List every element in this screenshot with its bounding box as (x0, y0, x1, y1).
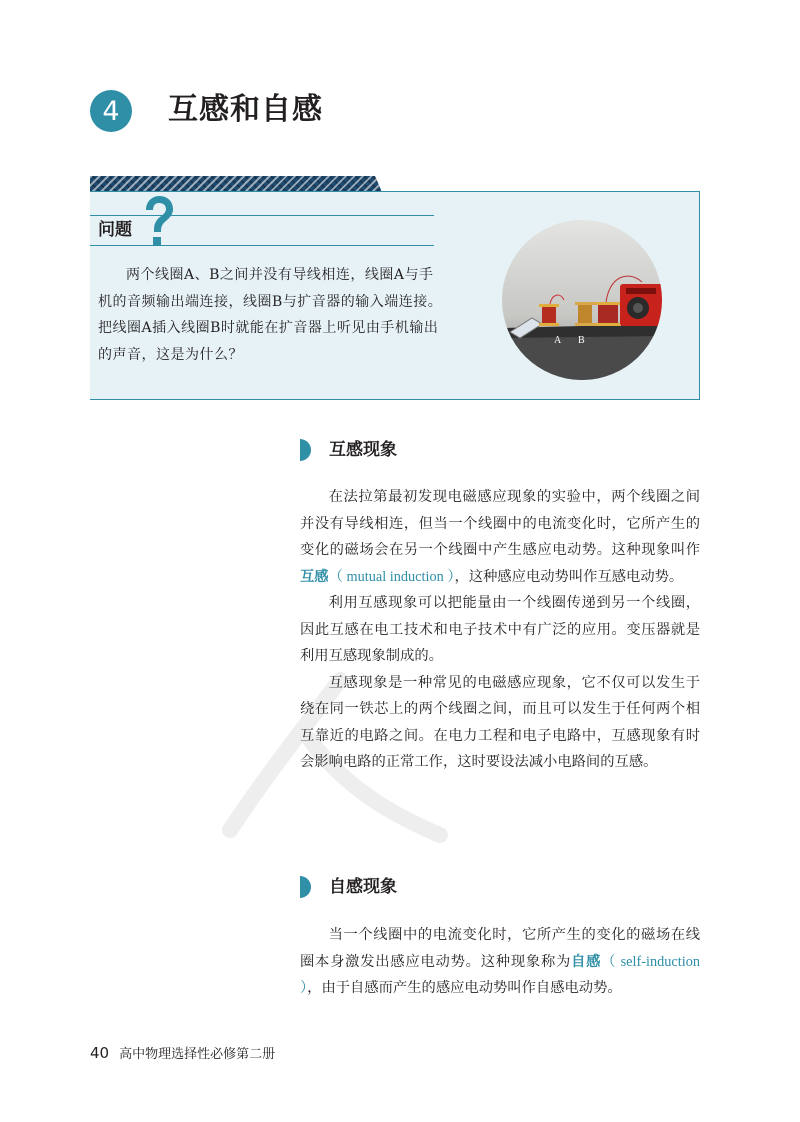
page-number: 40 (90, 1044, 110, 1062)
section-title: 自感现象 (329, 877, 397, 897)
section1-paragraph-1: 在法拉第最初发现电磁感应现象的实验中，两个线圈之间并没有导线相连，但当一个线圈中的电流变化时，它所产生的变化的磁场会在另一个线圈中产生感应电动势。这种现象叫作互感（ mutual induction ），这种感应电动势叫作互感电动势。 (300, 489, 700, 585)
coil-experiment-photo (502, 220, 662, 380)
book-title: 高中物理选择性必修第二册 (119, 1047, 276, 1062)
decorative-band (90, 176, 382, 192)
section-heading-mutual-induction (300, 437, 397, 463)
term-self-induction: 自感 (571, 953, 602, 970)
question-mark-icon (140, 196, 176, 248)
term-mutual-induction: 互感 (300, 568, 329, 585)
section2-body (300, 922, 700, 1002)
section1-paragraph-2: 利用互感现象可以把能量由一个线圈传递到另一个线圈，因此互感在电工技术和电子技术中有广泛的应用。变压器就是利用互感现象制成的。 (300, 595, 700, 664)
section1-body (300, 484, 700, 776)
section-heading-self-induction (300, 874, 397, 900)
problem-text: 两个线圈A、B之间并没有导线相连，线圈A与手机的音频输出端连接，线圈B与扩音器的输入端连接。把线圈A插入线圈B时就能在扩音器上听见由手机输出的声音，这是为什么？ (98, 267, 443, 363)
section2-paragraph-1: 当一个线圈中的电流变化时，它所产生的变化的磁场在线圈本身激发出感应电动势。这种现象称为自感（ self-induction ），由于自感而产生的感应电动势叫作自感电动势。 (300, 927, 701, 996)
section1-paragraph-3: 互感现象是一种常见的电磁感应现象，它不仅可以发生于绕在同一铁芯上的两个线圈之间，而且可以发生于任何两个相互靠近的电路之间。在电力工程和电子电路中，互感现象有时会影响电路的正常工作，这时要设法减小电路间的互感。 (300, 674, 700, 770)
section-title: 互感现象 (329, 440, 397, 460)
problem-label: 问题 (98, 220, 132, 240)
section-marker-icon (300, 439, 311, 461)
page-footer (90, 1043, 275, 1062)
chapter-title: 互感和自感 (168, 92, 323, 127)
photo-label-b: B (578, 335, 585, 346)
section-marker-icon (300, 876, 311, 898)
chapter-number-badge: 4 (90, 90, 132, 132)
photo-label-a: A (554, 335, 562, 346)
